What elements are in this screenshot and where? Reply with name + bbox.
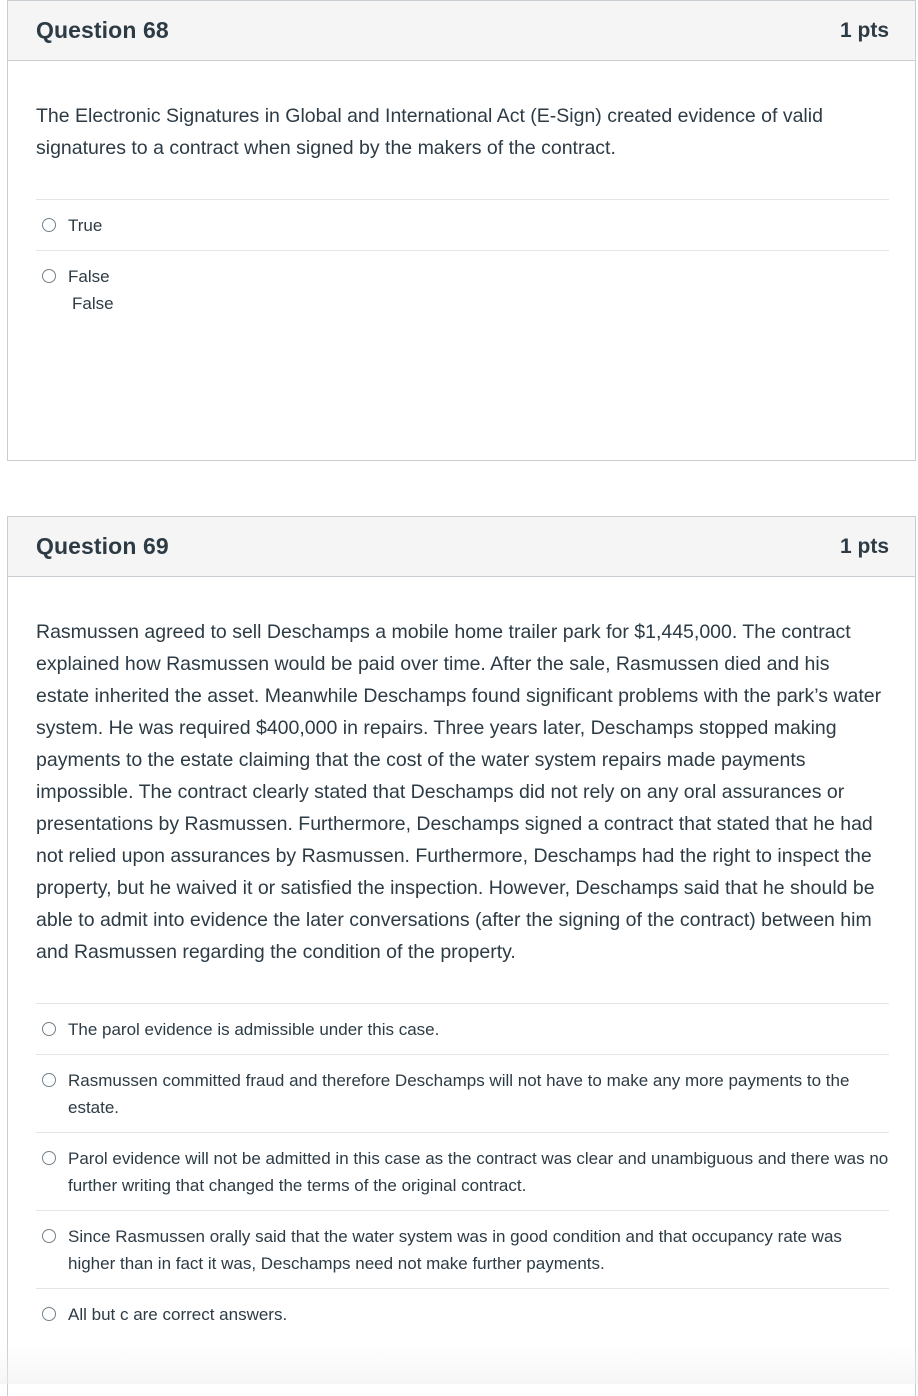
answer-option-b[interactable] xyxy=(36,1054,889,1132)
question-text: Rasmussen agreed to sell Deschamps a mobile home trailer park for $1,445,000. The contract explained how Rasmussen would be paid over time. After the sale, Rasmussen died and his estate inherited the asset. Meanwhile Deschamps found significant problems with the park’s water system. He was required $400,000 in repairs. Three years later, Deschamps stopped making payments to the estate claiming that the cost of the water system repairs made payments impossible. The contract clearly stated that Deschamps did not rely on any oral assurances or presentations by Rasmussen. Furthermore, Deschamps signed a contract that stated that he had not relied upon assurances by Rasmussen. Furthermore, Deschamps had the right to inspect the property, but he waived it or satisfied the inspection. However, Deschamps said that he should be able to admit into evidence the later conversations (after the signing of the contract) between him and Rasmussen regarding the condition of the property. xyxy=(36,621,882,963)
radio-button-icon[interactable] xyxy=(42,1073,56,1087)
answer-list xyxy=(36,1003,889,1339)
radio-button-icon[interactable] xyxy=(42,1151,56,1165)
answer-option-false[interactable] xyxy=(36,250,889,328)
answer-list xyxy=(36,199,889,328)
answer-sub-label: False xyxy=(72,294,114,313)
answer-label: Since Rasmussen orally said that the water system was in good condition and that occupancy rate was higher than in fact it was, Deschamps need not make further payments. xyxy=(68,1227,842,1273)
answer-label: The parol evidence is admissible under this case. xyxy=(68,1020,440,1039)
answer-option-a[interactable] xyxy=(36,1003,889,1054)
question-header xyxy=(8,1,915,61)
question-text: The Electronic Signatures in Global and International Act (E-Sign) created evidence of valid signatures to a contract when signed by the makers of the contract. xyxy=(36,105,823,159)
answer-label: False xyxy=(68,267,110,286)
question-title: Question 69 xyxy=(36,533,169,559)
answer-label: Parol evidence will not be admitted in this case as the contract was clear and unambiguous and there was no further writing that changed the terms of the original contract. xyxy=(68,1149,889,1195)
question-69-card xyxy=(7,516,916,1396)
radio-button-icon[interactable] xyxy=(42,269,56,283)
answer-option-d[interactable] xyxy=(36,1210,889,1288)
question-68-card xyxy=(7,0,916,461)
answer-option-c[interactable] xyxy=(36,1132,889,1210)
radio-button-icon[interactable] xyxy=(42,218,56,232)
answer-label: All but c are correct answers. xyxy=(68,1305,288,1324)
question-points: 1 pts xyxy=(839,18,889,42)
answer-label: Rasmussen committed fraud and therefore Deschamps will not have to make any more payments to the estate. xyxy=(68,1071,850,1117)
question-title: Question 68 xyxy=(36,17,169,43)
answer-option-true[interactable] xyxy=(36,199,889,250)
question-points: 1 pts xyxy=(839,534,889,558)
answer-label: True xyxy=(68,216,103,235)
radio-button-icon[interactable] xyxy=(42,1022,56,1036)
answer-option-e[interactable] xyxy=(36,1288,889,1339)
question-header xyxy=(8,517,915,577)
radio-button-icon[interactable] xyxy=(42,1307,56,1321)
radio-button-icon[interactable] xyxy=(42,1229,56,1243)
